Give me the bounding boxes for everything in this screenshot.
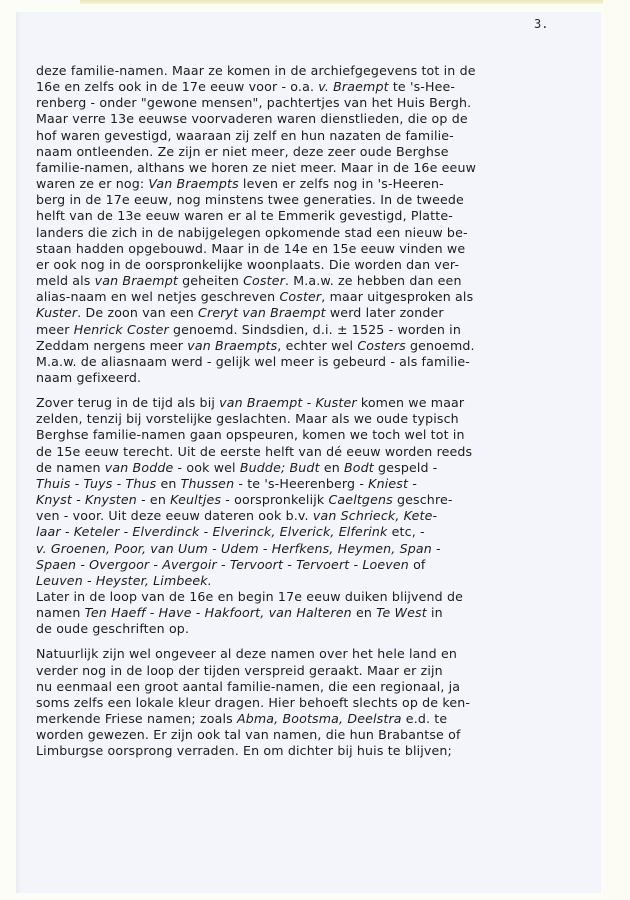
text-run: renberg - onder "gewone mensen", pachtertjes van het Huis Bergh. [36,95,472,111]
paragraph [36,395,596,589]
text-run: alias-naam en wel netjes geschreven [36,289,280,305]
text-run: er ook nog in de oorspronkelijke woonplaats. Die worden dan ver- [36,256,460,272]
text-run: komen we maar [356,395,465,411]
text-run: geheiten [177,273,244,289]
text-line [36,370,596,386]
text-line [36,128,596,144]
text-line [36,273,596,289]
text-line [36,743,596,759]
text-line [36,322,596,338]
text-line [36,695,596,711]
text-line [36,460,596,476]
text-line [36,79,596,95]
text-line [36,111,596,127]
text-line [36,427,596,443]
text-run: worden gewezen. Er zijn ook tal van namen, die hun Brabantse of [36,727,461,743]
text-line [36,476,596,492]
text-run: - oorspronkelijk [221,492,329,508]
text-line [36,411,596,427]
text-line [36,524,596,540]
text-run: meer [36,321,74,337]
text-run: geschre- [392,492,453,508]
italic-name: laar - Keteler - Elverdinck - Elverinck, Elverick, Elferink [36,524,388,540]
italic-name: Thuis - Tuys - Thus [36,475,157,491]
text-run: in [426,605,443,621]
text-run: . M.a.w. ze hebben dan een [284,273,462,289]
text-line [36,663,596,679]
text-line [36,573,596,589]
italic-name: Kniest - [368,475,417,491]
text-run: deze familie-namen. Maar ze komen in de archiefgegevens tot in de [36,63,476,78]
text-run: - te 's-Heerenberg - [234,475,369,491]
text-line [36,289,596,305]
text-run: namen [36,605,85,621]
text-run: , echter wel [277,337,358,353]
text-run: , maar uitgesproken als [321,289,474,305]
italic-name: Henrick Coster [73,321,169,337]
text-run: Maar verre 13e eeuwse voorvaderen waren dienstlieden, die op de [36,111,468,127]
text-run: genoemd. Sindsdien, d.i. ± 1525 - worden in [168,321,461,337]
text-run: soms zelfs een lokale kleur dragen. Hier behoeft slechts op de ken- [36,694,471,710]
italic-name: van Braempt [94,273,178,289]
text-run: genoemd. [405,337,475,353]
text-run: en [319,459,345,475]
italic-name: Leuven - Heyster, Limbeek. [36,572,212,588]
text-run: etc, - [387,524,425,540]
text-run: meld als [36,273,95,289]
text-line [36,444,596,460]
text-run: helft van de 13e eeuw waren er al te Emmerik gevestigd, Platte- [36,208,453,224]
text-line [36,395,596,411]
text-run: leven er zelfs nog in 's-Heeren- [238,176,444,192]
text-run: staan hadden opgebouwd. Maar in de 14e en 15e eeuw vinden we [36,240,466,256]
text-run: naam ontleenden. Ze zijn er niet meer, deze zeer oude Berghse [36,143,449,159]
italic-name: Abma, Bootsma, Deelstra [236,711,402,727]
text-line [36,305,596,321]
text-run: of [408,556,426,572]
text-run: e.d. te [401,711,448,727]
italic-name: van Braempt - Kuster [219,395,357,411]
text-line [36,176,596,192]
italic-name: Creryt van Braempt [198,305,326,321]
text-line [36,508,596,524]
text-line [36,63,596,79]
text-run: merkende Friese namen; zoals [36,711,237,727]
text-line [36,338,596,354]
text-run: de oude geschriften op. [36,621,190,637]
italic-name: Coster [243,273,285,289]
italic-name: v. Braempt [318,79,389,95]
text-line [36,160,596,176]
text-line [36,257,596,273]
page-number: 3. [534,17,549,31]
text-run: Limburgse oorsprong verraden. En om dichter bij huis te blijven; [36,743,452,759]
text-line [36,541,596,557]
text-line [36,727,596,743]
text-run: de 15e eeuw terecht. Uit de eerste helft van dé eeuw worden reeds [36,443,473,459]
text-run: werd later zonder [325,305,444,321]
text-run: zelden, tenzij bij vorstelijke geslachten. Maar als we oude typisch [36,411,459,427]
text-line [36,605,596,621]
text-line [36,144,596,160]
text-line [36,557,596,573]
text-line [36,95,596,111]
text-line [36,225,596,241]
text-run: hof waren gevestigd, waaraan zij zelf en hun nazaten de familie- [36,127,454,143]
italic-name: van Schrieck, Kete- [312,508,438,524]
text-run: familie-namen, althans we horen ze niet meer. Maar in de 16e eeuw [36,159,477,175]
text-run: gespeld - [373,459,438,475]
text-line [36,241,596,257]
italic-name: Costers [357,337,406,353]
body-text [36,63,596,769]
italic-name: Caeltgens [328,492,393,508]
italic-name: Thussen [180,475,235,491]
italic-name: Kuster [36,305,78,321]
italic-name: Spaen - Overgoor - Avergoir - Tervoort - Tervoert - Loeven [36,556,409,572]
text-line [36,589,596,605]
scan-top-edge [80,0,630,4]
text-run: . De zoon van een [77,305,199,321]
text-run: berg in de 17e eeuw, nog minstens twee generaties. In de tweede [36,192,464,208]
text-run: naam gefixeerd. [36,369,142,385]
text-run: ven - voor. Uit deze eeuw dateren ook b.v. [36,508,313,524]
text-run: Natuurlijk zijn wel ongeveer al deze namen over het hele land en [36,646,457,662]
text-run: de namen [36,459,105,475]
text-run: nu eenmaal een groot aantal familie-namen, die een regionaal, ja [36,678,461,694]
text-run: M.a.w. de aliasnaam werd - gelijk wel meer is gebeurd - als familie- [36,353,470,369]
italic-name: Van Braempts [148,176,239,192]
text-run: en [351,605,377,621]
text-line [36,711,596,727]
text-line [36,679,596,695]
italic-name: Knyst - Knysten [36,492,137,508]
text-line [36,492,596,508]
italic-name: Ten Haeff - Have - Hakfoort, van Halteren [84,605,352,621]
text-run: Later in de loop van de 16e en begin 17e eeuw duiken blijvend de [36,589,463,604]
italic-name: van Braempts [187,337,278,353]
text-run: Zeddam nergens meer [36,337,188,353]
text-run: verder nog in de loop der tijden verspreid geraakt. Maar er zijn [36,662,443,678]
text-line [36,646,596,662]
text-run: Berghse familie-namen gaan opspeuren, komen we toch wel tot in [36,427,465,443]
text-run: waren ze er nog: [36,176,149,192]
text-run: landers die zich in de nabijgelegen opkomende stad een nieuw be- [36,224,468,240]
text-line [36,354,596,370]
paragraph [36,589,596,637]
text-line [36,208,596,224]
italic-name: Keultjes [170,492,222,508]
text-run: 16e en zelfs ook in de 17e eeuw voor - o.a. [36,79,319,95]
text-run: - ook wel [173,459,240,475]
text-run: Zover terug in de tijd als bij [36,395,220,411]
text-line [36,621,596,637]
italic-name: Bodt [344,459,374,475]
text-line [36,192,596,208]
italic-name: Te West [376,605,427,621]
italic-name: van Bodde [104,459,174,475]
text-run: te 's-Hee- [388,79,456,95]
text-run: - en [136,492,171,508]
scan-right-edge [603,0,630,900]
paragraph [36,646,596,759]
italic-name: v. Groenen, Poor, van Uum - Udem - Herfkens, Heymen, Span - [36,540,441,556]
italic-name: Coster [279,289,322,305]
text-run: en [156,475,181,491]
paragraph [36,63,596,386]
italic-name: Budde; Budt [239,459,320,475]
